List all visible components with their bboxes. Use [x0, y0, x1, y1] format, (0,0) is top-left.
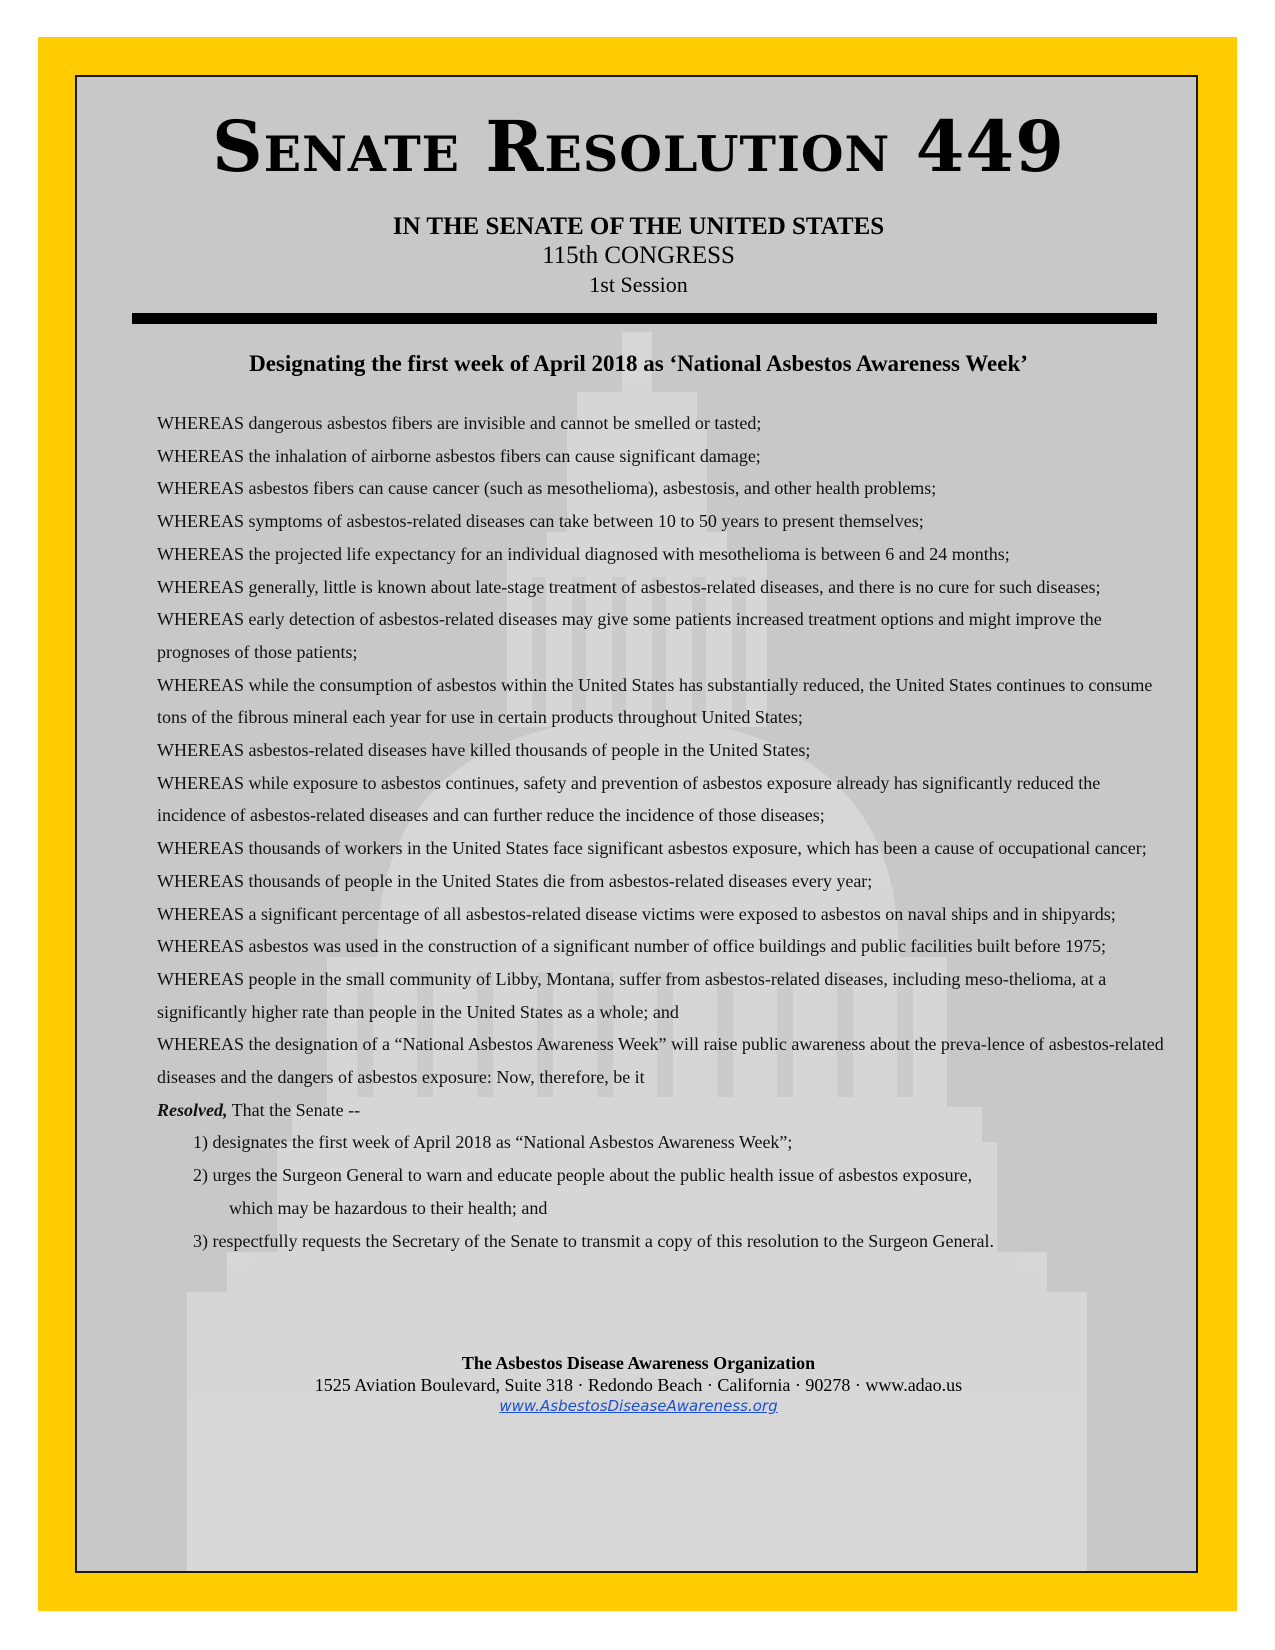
whereas-clause: WHEREAS the projected life expectancy for an individual diagnosed with mesothelioma is between 6 and 24 months; — [157, 543, 1010, 564]
resolved-item-2: 2) urges the Surgeon General to warn and educate people about the public health issue of asbestos exposure, — [193, 1165, 973, 1186]
whereas-clause: WHEREAS while exposure to asbestos continues, safety and prevention of asbestos exposure already has significantly reduced the incidence of asbestos-related diseases and can further reduce the incidence of those diseases; — [157, 772, 1101, 826]
document-panel — [75, 75, 1198, 1573]
session-header: 1st Session — [589, 272, 688, 297]
resolved-text: That the Senate -- — [227, 1099, 361, 1120]
whereas-clause: WHEREAS asbestos-related diseases have killed thousands of people in the United States; — [157, 740, 811, 761]
resolved-line — [157, 1094, 1167, 1127]
page-title: Senate Resolution 449 — [212, 105, 1065, 188]
whereas-clause: WHEREAS generally, little is known about late-stage treatment of asbestos-related diseases, and there is no cure for such diseases; — [157, 576, 1101, 597]
whereas-clause: WHEREAS while the consumption of asbestos within the United States has substantially reduced, the United States continues to consume tons of the fibrous mineral each year for use in certain products throughout United States; — [157, 674, 1153, 728]
congress-header: 115th CONGRESS — [542, 242, 735, 269]
whereas-clause: WHEREAS asbestos was used in the construction of a significant number of office buildings and public facilities built before 1975; — [157, 936, 1106, 957]
whereas-clause: WHEREAS early detection of asbestos-related diseases may give some patients increased treatment options and might improve the prognoses of those patients; — [157, 609, 1102, 662]
whereas-clause: WHEREAS thousands of workers in the United States face significant asbestos exposure, which has been a cause of occupational cancer; — [157, 838, 1147, 859]
resolution-body — [157, 407, 1167, 1257]
resolved-item-2-continued: which may be hazardous to their health; and — [229, 1197, 548, 1218]
resolved-item-3: 3) respectfully requests the Secretary of the Senate to transmit a copy of this resolution to the Surgeon General. — [193, 1230, 994, 1251]
resolution-heading: Designating the first week of April 2018 as ‘National Asbestos Awareness Week’ — [249, 351, 1028, 376]
whereas-clause: WHEREAS the inhalation of airborne asbestos fibers can cause significant damage; — [157, 445, 761, 466]
divider-rule — [132, 313, 1157, 324]
resolved-label: Resolved, — [157, 1099, 228, 1120]
whereas-clause: WHEREAS symptoms of asbestos-related diseases can take between 10 to 50 years to present themselves; — [157, 511, 924, 532]
whereas-clause: WHEREAS asbestos fibers can cause cancer (such as mesothelioma), asbestosis, and other health problems; — [157, 478, 937, 499]
senate-header: IN THE SENATE OF THE UNITED STATES — [392, 213, 885, 240]
resolved-item-1: 1) designates the first week of April 2018 as “National Asbestos Awareness Week”; — [193, 1132, 793, 1153]
whereas-clause: WHEREAS the designation of a “National Asbestos Awareness Week” will raise public awareness about the preva-lence of asbestos-related diseases and the dangers of asbestos exposure: Now, therefore, be it — [157, 1034, 1164, 1088]
whereas-clause: WHEREAS thousands of people in the United States die from asbestos-related diseases every year; — [157, 870, 873, 891]
whereas-clause: WHEREAS people in the small community of Libby, Montana, suffer from asbestos-related diseases, including meso-thelioma, at a significantly higher rate than people in the United States as a whole; and — [157, 968, 1107, 1022]
footer-address: 1525 Aviation Boulevard, Suite 318 · Redondo Beach · California · 90278 · www.adao.us — [314, 1375, 963, 1395]
footer-organization: The Asbestos Disease Awareness Organization — [461, 1353, 816, 1373]
whereas-clause: WHEREAS a significant percentage of all asbestos-related disease victims were exposed to asbestos on naval ships and in shipyards; — [157, 903, 1116, 924]
footer-website-link[interactable]: www.AsbestosDiseaseAwareness.org — [499, 1397, 778, 1415]
whereas-clause: WHEREAS dangerous asbestos fibers are invisible and cannot be smelled or tasted; — [157, 413, 762, 433]
